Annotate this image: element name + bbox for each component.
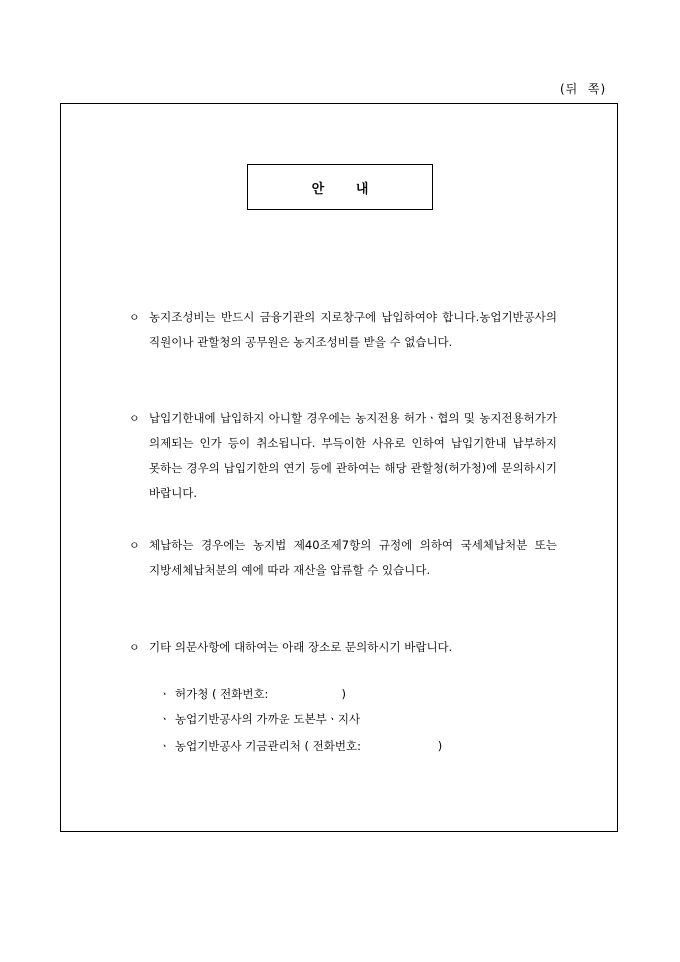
contact-text: 농업기반공사의 가까운 도본부ㆍ지사 bbox=[175, 712, 361, 726]
notice-item-4 bbox=[129, 635, 557, 660]
page-side-label: (뒤 쪽) bbox=[560, 82, 607, 96]
dot-icon: ㆍ bbox=[159, 687, 171, 701]
notice-item-text: 기타 의문사항에 대하여는 아래 장소로 문의하시기 바랍니다. bbox=[149, 640, 453, 654]
notice-item-3 bbox=[129, 533, 557, 583]
bullet-icon: ㅇ bbox=[129, 412, 140, 425]
notice-frame bbox=[60, 103, 618, 832]
contact-text: 농업기반공사 기금관리처 ( 전화번호: ) bbox=[175, 739, 443, 753]
notice-item-2 bbox=[129, 406, 557, 506]
bullet-icon: ㅇ bbox=[129, 311, 140, 324]
notice-title: 안 내 bbox=[247, 164, 433, 210]
contact-text: 허가청 ( 전화번호: ) bbox=[175, 687, 347, 701]
notice-item-1 bbox=[129, 305, 557, 355]
notice-item-text: 납입기한내에 납입하지 아니할 경우에는 농지전용 허가ㆍ협의 및 농지전용허가가 의제되는 인가 등이 취소됩니다. 부득이한 사유로 인하여 납입기한내 납부하지 못하는 경우의 납입기한의 연기 등에 관하여는 해당 관할청(허가청)에 문의하시기 바랍니다. bbox=[149, 411, 557, 500]
contact-item-2 bbox=[159, 707, 360, 732]
contact-item-1 bbox=[159, 682, 346, 707]
dot-icon: ㆍ bbox=[159, 739, 171, 753]
bullet-icon: ㅇ bbox=[129, 539, 140, 552]
contact-item-3 bbox=[159, 734, 442, 759]
notice-item-text: 체납하는 경우에는 농지법 제40조제7항의 규정에 의하여 국세체납처분 또는 지방세체납처분의 예에 따라 재산을 압류할 수 있습니다. bbox=[149, 538, 557, 577]
notice-item-text: 농지조성비는 반드시 금융기관의 지로창구에 납입하여야 합니다.농업기반공사의 직원이나 관할청의 공무원은 농지조성비를 받을 수 없습니다. bbox=[149, 310, 557, 349]
bullet-icon: ㅇ bbox=[129, 641, 140, 654]
dot-icon: ㆍ bbox=[159, 712, 171, 726]
